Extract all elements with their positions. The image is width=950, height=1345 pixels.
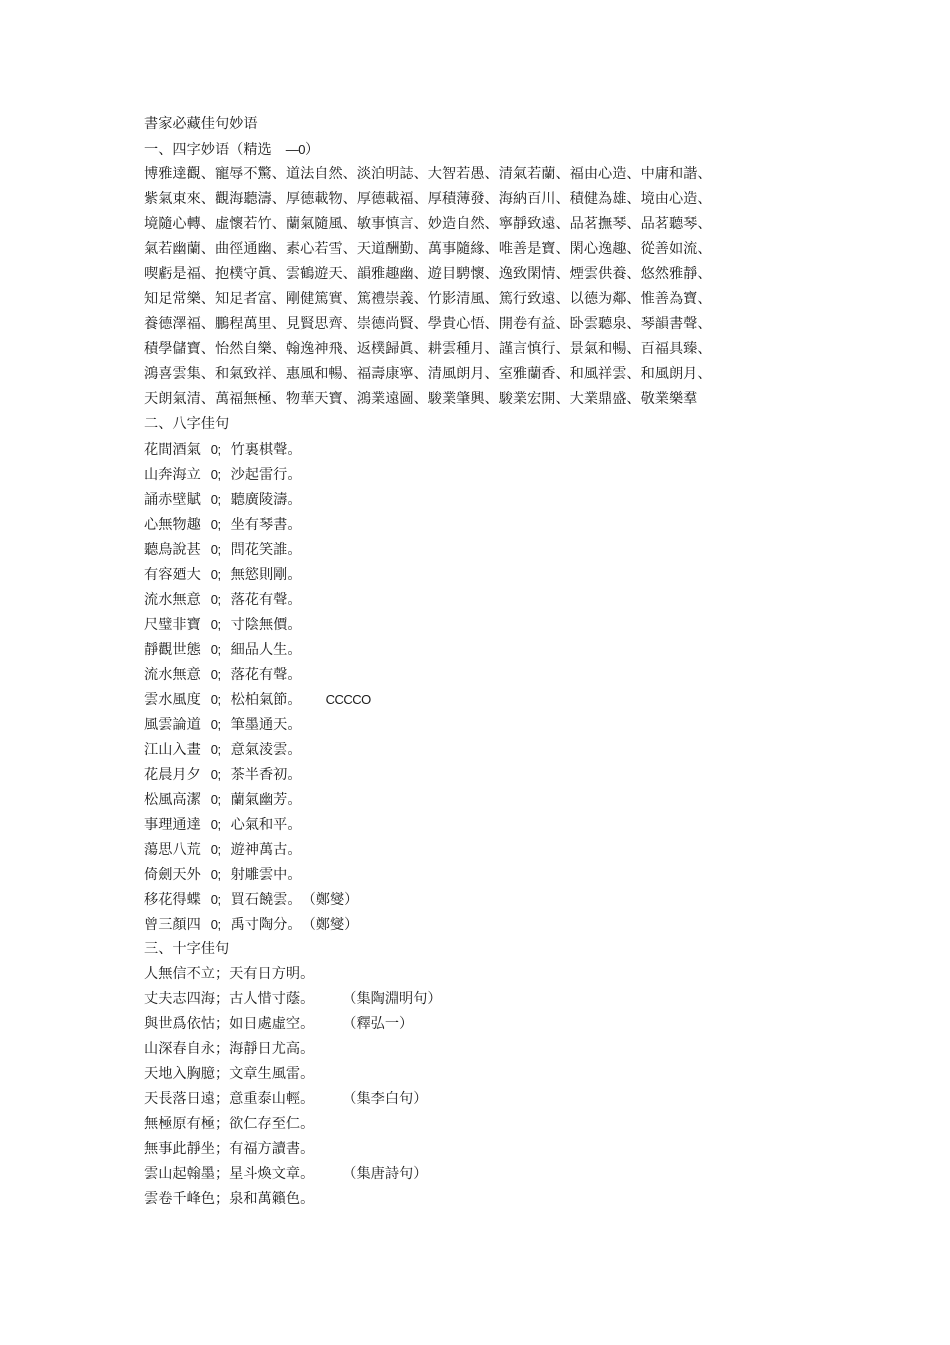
couplet-row bbox=[144, 512, 844, 537]
couplet-text: 與世爲依怙；如日處虛空。 bbox=[144, 1016, 315, 1032]
couplet-separator: 0; bbox=[210, 442, 221, 457]
couplet-first: 心無物趣 bbox=[144, 517, 201, 533]
couplet-row bbox=[144, 912, 844, 937]
couplet-text: 天地入胸臆；文章生風雷。 bbox=[144, 1066, 315, 1082]
couplet-separator: 0; bbox=[210, 542, 221, 557]
section2-list bbox=[144, 437, 844, 937]
couplet-second: 茶半香初。 bbox=[230, 767, 302, 783]
couplet-row bbox=[144, 562, 844, 587]
section1-line: 博雅達觀、寵辱不驚、道法自然、淡泊明誌、大智若愚、清氣若蘭、福由心造、中庸和諧、 bbox=[144, 166, 712, 182]
section1-line: 氣若幽蘭、曲徑通幽、素心若雪、天道酬勤、萬事隨緣、唯善是寶、閑心逸趣、從善如流、 bbox=[144, 241, 712, 257]
couplet-row bbox=[144, 1037, 844, 1062]
couplet-text: 山深春自永；海靜日尤高。 bbox=[144, 1041, 315, 1057]
couplet-separator: 0; bbox=[210, 492, 221, 507]
couplet-row bbox=[144, 737, 844, 762]
couplet-text: 人無信不立；天有日方明。 bbox=[144, 966, 315, 982]
couplet-note: （集唐詩句） bbox=[342, 1166, 428, 1182]
couplet-row bbox=[144, 812, 844, 837]
section1-line: 天朗氣清、萬福無極、物華天寶、鴻業遠圖、駿業肇興、駿業宏開、大業鼎盛、敬業樂羣 bbox=[144, 391, 698, 407]
couplet-first: 流水無意 bbox=[144, 592, 201, 608]
couplet-row bbox=[144, 887, 844, 912]
couplet-second: 意氣淩雲。 bbox=[230, 742, 302, 758]
couplet-note: （集陶淵明句） bbox=[342, 991, 442, 1007]
couplet-first: 事理通達 bbox=[144, 817, 201, 833]
couplet-text: 天長落日遠；意重泰山輕。 bbox=[144, 1091, 315, 1107]
couplet-row bbox=[144, 1062, 844, 1087]
section1-line: 鴻喜雲集、和氣致祥、惠風和暢、福壽康寧、清風朗月、室雅蘭香、和風祥雲、和風朗月、 bbox=[144, 366, 712, 382]
couplet-second: 落花有聲。 bbox=[230, 667, 302, 683]
section1-line: 喫虧是福、抱樸守眞、雲鶴遊天、韻雅趣幽、遊目騁懷、逸致閑情、煙雲供養、悠然雅靜、 bbox=[144, 266, 712, 282]
couplet-first: 江山入畫 bbox=[144, 742, 201, 758]
couplet-second: 蘭氣幽芳。 bbox=[230, 792, 302, 808]
couplet-row bbox=[144, 1162, 844, 1187]
couplet-second: 坐有琴書。 bbox=[230, 517, 302, 533]
couplet-separator: 0; bbox=[210, 892, 221, 907]
couplet-second: 落花有聲。 bbox=[230, 592, 302, 608]
document-title: 書家必藏佳句妙语 bbox=[144, 116, 258, 132]
couplet-first: 尺璧非寶 bbox=[144, 617, 201, 633]
couplet-first: 倚劍天外 bbox=[144, 867, 201, 883]
couplet-row bbox=[144, 587, 844, 612]
section2-heading: 二、八字佳句 bbox=[144, 416, 230, 432]
couplet-first: 雲水風度 bbox=[144, 692, 201, 708]
couplet-first: 蕩思八荒 bbox=[144, 842, 201, 858]
couplet-row bbox=[144, 612, 844, 637]
couplet-second: 竹裏棋聲。 bbox=[230, 442, 302, 458]
couplet-separator: 0; bbox=[210, 617, 221, 632]
couplet-separator: 0; bbox=[210, 642, 221, 657]
couplet-second: 聽廣陵濤。 bbox=[230, 492, 302, 508]
couplet-row bbox=[144, 637, 844, 662]
couplet-text: 無極原有極；欲仁存至仁。 bbox=[144, 1116, 315, 1132]
couplet-separator: 0; bbox=[210, 767, 221, 782]
couplet-separator: 0; bbox=[210, 792, 221, 807]
couplet-separator: 0; bbox=[210, 667, 221, 682]
couplet-second: 無慾則剛。 bbox=[230, 567, 302, 583]
couplet-second: 松柏氣節。 bbox=[230, 692, 302, 708]
section1-line: 積學儲寶、怡然自樂、翰逸神飛、返樸歸眞、耕雲種月、謹言慎行、景氣和暢、百福具臻、 bbox=[144, 341, 712, 357]
couplet-note: （鄭燮） bbox=[301, 892, 359, 908]
couplet-row bbox=[144, 762, 844, 787]
document-body bbox=[144, 112, 844, 1212]
couplet-separator: 0; bbox=[210, 742, 221, 757]
section1-line: 知足常樂、知足者富、剛健篤實、篤禮崇義、竹影清風、篤行致遠、以德为鄰、惟善為寶、 bbox=[144, 291, 712, 307]
couplet-separator: 0; bbox=[210, 567, 221, 582]
couplet-row bbox=[144, 462, 844, 487]
couplet-row bbox=[144, 787, 844, 812]
couplet-first: 松風高潔 bbox=[144, 792, 201, 808]
section1-line: 境隨心轉、虛懷若竹、蘭氣隨風、敏事慎言、妙造自然、寧靜致遠、品茗撫琴、品茗聽琴、 bbox=[144, 216, 712, 232]
couplet-separator: 0; bbox=[210, 692, 221, 707]
section1-line: 養德澤福、鵬程萬里、見賢思齊、崇德尚賢、學貴心悟、開卷有益、卧雲聽泉、琴韻書聲、 bbox=[144, 316, 712, 332]
couplet-first: 山奔海立 bbox=[144, 467, 201, 483]
couplet-separator: 0; bbox=[210, 592, 221, 607]
couplet-second: 心氣和平。 bbox=[230, 817, 302, 833]
section3-heading: 三、十字佳句 bbox=[144, 941, 230, 957]
couplet-second: 遊神萬古。 bbox=[230, 842, 302, 858]
couplet-second: 寸陰無價。 bbox=[230, 617, 302, 633]
couplet-text: 雲山起翰墨；星斗煥文章。 bbox=[144, 1166, 315, 1182]
couplet-second: 射雕雲中。 bbox=[230, 867, 302, 883]
section1-line: 紫氣東來、觀海聽濤、厚德載物、厚德載福、厚積薄發、海納百川、積健為雄、境由心造、 bbox=[144, 191, 712, 207]
section3-list bbox=[144, 962, 844, 1212]
couplet-row bbox=[144, 1112, 844, 1137]
couplet-row bbox=[144, 987, 844, 1012]
couplet-tail: CCCCO bbox=[325, 692, 371, 707]
couplet-second: 細品人生。 bbox=[230, 642, 302, 658]
couplet-second: 禹寸陶分。 bbox=[230, 917, 302, 933]
couplet-row bbox=[144, 487, 844, 512]
section1-list bbox=[144, 162, 844, 412]
couplet-note: （鄭燮） bbox=[301, 917, 359, 933]
couplet-second: 買石饒雲。 bbox=[230, 892, 302, 908]
couplet-first: 靜觀世態 bbox=[144, 642, 201, 658]
couplet-first: 聽鳥說甚 bbox=[144, 542, 201, 558]
couplet-first: 花晨月夕 bbox=[144, 767, 201, 783]
couplet-note: （集李白句） bbox=[342, 1091, 428, 1107]
section1-heading-close: ） bbox=[304, 142, 320, 158]
section1-heading-mark: —0 bbox=[285, 142, 305, 157]
couplet-first: 有容廼大 bbox=[144, 567, 201, 583]
couplet-first: 移花得蝶 bbox=[144, 892, 201, 908]
couplet-row bbox=[144, 1087, 844, 1112]
couplet-row bbox=[144, 962, 844, 987]
couplet-separator: 0; bbox=[210, 717, 221, 732]
couplet-row bbox=[144, 1187, 844, 1212]
couplet-text: 雲卷千峰色；泉和萬籟色。 bbox=[144, 1191, 315, 1207]
couplet-row bbox=[144, 437, 844, 462]
couplet-separator: 0; bbox=[210, 467, 221, 482]
couplet-note: （釋弘一） bbox=[342, 1016, 414, 1032]
couplet-text: 丈夫志四海；古人惜寸蔭。 bbox=[144, 991, 315, 1007]
couplet-first: 曾三顏四 bbox=[144, 917, 201, 933]
couplet-row bbox=[144, 1137, 844, 1162]
couplet-second: 問花笑誰。 bbox=[230, 542, 302, 558]
couplet-first: 誦赤壁賦 bbox=[144, 492, 201, 508]
couplet-first: 花間酒氣 bbox=[144, 442, 201, 458]
couplet-first: 風雲論道 bbox=[144, 717, 201, 733]
couplet-row bbox=[144, 537, 844, 562]
couplet-second: 筆墨通天。 bbox=[230, 717, 302, 733]
couplet-separator: 0; bbox=[210, 867, 221, 882]
couplet-row bbox=[144, 712, 844, 737]
couplet-separator: 0; bbox=[210, 917, 221, 932]
couplet-row bbox=[144, 662, 844, 687]
couplet-text: 無事此靜坐；有福方讀書。 bbox=[144, 1141, 315, 1157]
couplet-row bbox=[144, 837, 844, 862]
couplet-row bbox=[144, 1012, 844, 1037]
couplet-row bbox=[144, 862, 844, 887]
couplet-separator: 0; bbox=[210, 842, 221, 857]
couplet-second: 沙起雷行。 bbox=[230, 467, 302, 483]
couplet-first: 流水無意 bbox=[144, 667, 201, 683]
section1-heading-text: 一、四字妙语（精选 bbox=[144, 142, 272, 158]
couplet-separator: 0; bbox=[210, 517, 221, 532]
couplet-row bbox=[144, 687, 844, 712]
couplet-separator: 0; bbox=[210, 817, 221, 832]
section1-heading bbox=[144, 137, 844, 162]
